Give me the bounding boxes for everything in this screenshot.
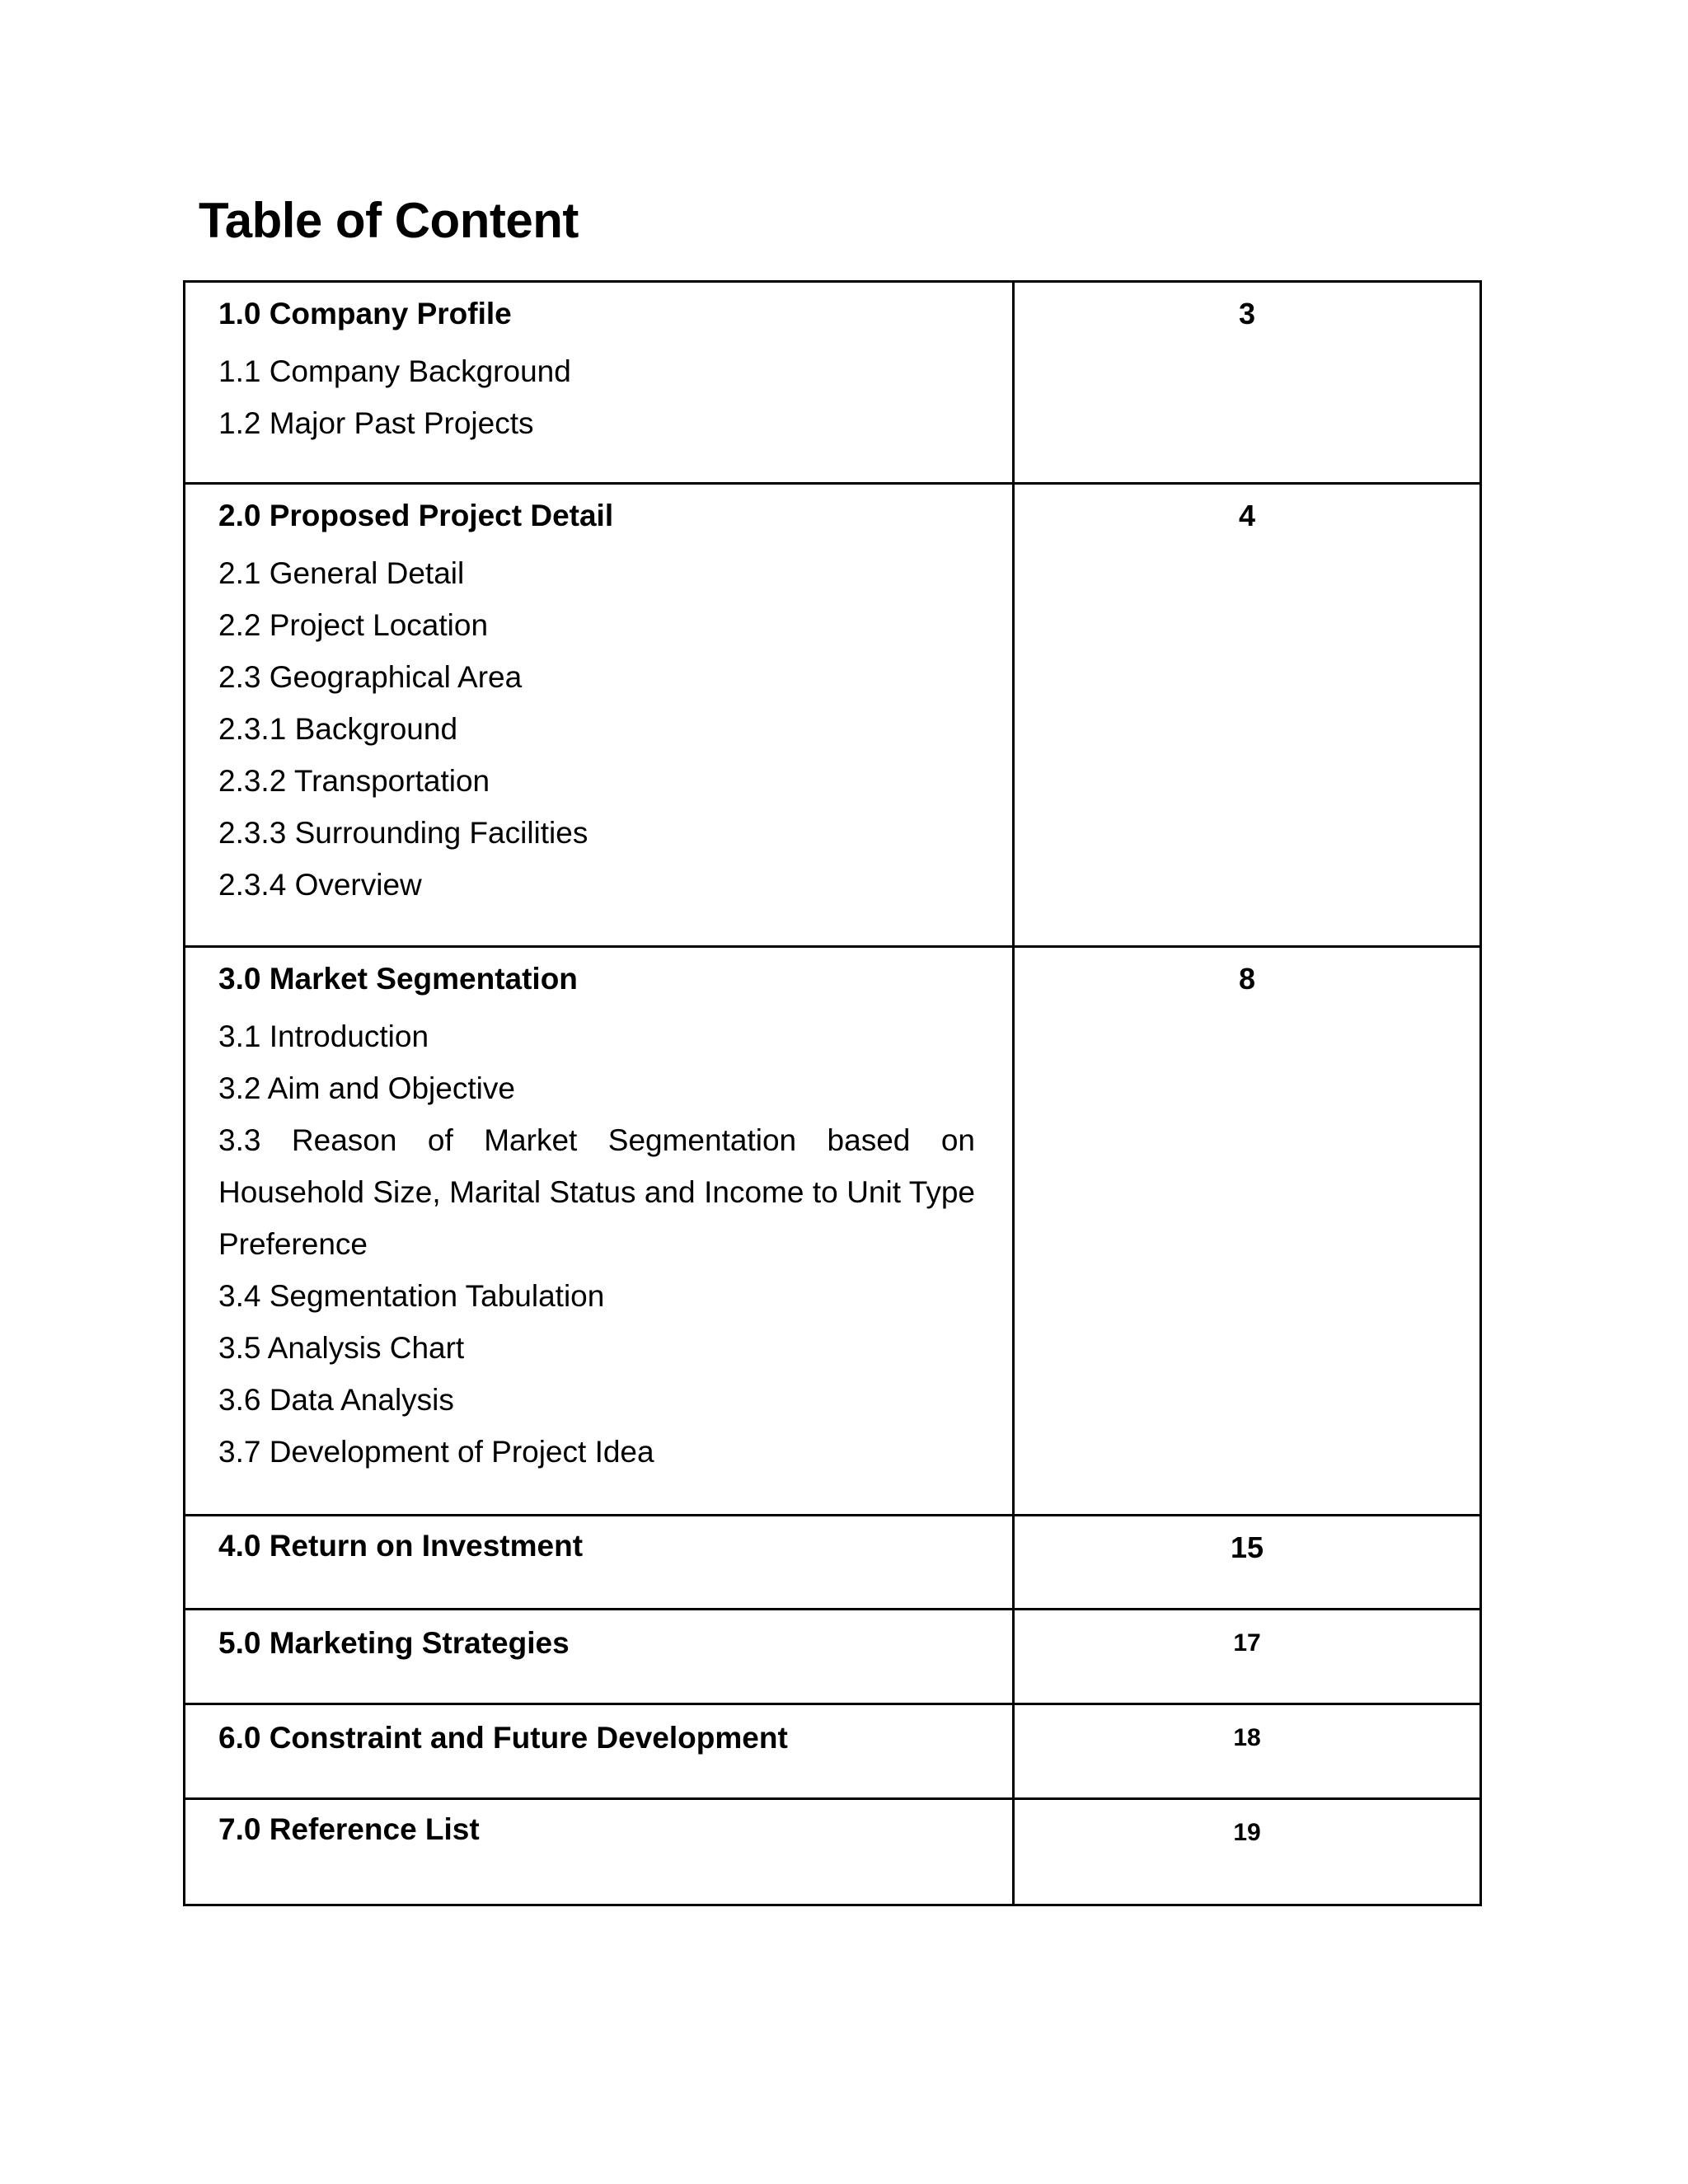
toc-subsection-item[interactable]: 3.3 Reason of Market Segmentation based on Household Size, Marital Status and Income to Unit Type Preference [218,1123,975,1261]
toc-page-number: 15 [1230,1530,1264,1564]
page-title: Table of Content [199,193,579,248]
toc-section-cell [185,484,1014,947]
toc-subsection-item[interactable]: 3.4 Segmentation Tabulation [218,1279,605,1313]
toc-subsection-list [218,547,975,911]
toc-subsection-item[interactable]: 3.7 Development of Project Idea [218,1435,654,1469]
toc-subsection-item[interactable]: 2.1 General Detail [218,556,465,590]
toc-row [185,484,1481,947]
toc-page-number: 19 [1233,1819,1261,1846]
toc-page-cell [1014,1516,1481,1610]
toc-subsection-item[interactable]: 3.1 Introduction [218,1019,429,1053]
toc-section-title[interactable]: 5.0 Marketing Strategies [218,1626,570,1660]
toc-page-number: 18 [1233,1724,1261,1751]
toc-subsection-item[interactable]: 2.3.2 Transportation [218,764,490,798]
toc-section-title[interactable]: 2.0 Proposed Project Detail [218,499,614,532]
toc-subsection-item[interactable]: 2.2 Project Location [218,608,489,642]
toc-page-cell [1014,484,1481,947]
toc-subsection-item[interactable]: 3.2 Aim and Objective [218,1071,515,1105]
toc-page-cell [1014,1610,1481,1704]
toc-section-cell [185,1799,1014,1905]
toc-section-title[interactable]: 7.0 Reference List [218,1812,480,1846]
toc-section-title[interactable]: 1.0 Company Profile [218,297,512,330]
toc-page-number: 17 [1233,1629,1261,1657]
toc-page-cell [1014,1704,1481,1799]
toc-row [185,1704,1481,1799]
toc-subsection-item[interactable]: 2.3.4 Overview [218,868,422,902]
toc-section-cell [185,282,1014,484]
toc-row [185,947,1481,1516]
toc-subsection-item[interactable]: 1.1 Company Background [218,354,571,388]
toc-row [185,1799,1481,1905]
toc-subsection-list [218,345,975,449]
toc-row [185,1516,1481,1610]
toc-page-cell [1014,1799,1481,1905]
toc-table [183,280,1482,1906]
toc-subsection-item[interactable]: 3.6 Data Analysis [218,1383,454,1417]
toc-subsection-item[interactable]: 2.3.1 Background [218,712,458,746]
toc-section-title[interactable]: 4.0 Return on Investment [218,1529,584,1563]
toc-section-cell [185,1516,1014,1610]
toc-subsection-item[interactable]: 1.2 Major Past Projects [218,406,534,440]
toc-section-cell [185,1610,1014,1704]
toc-page-cell [1014,282,1481,484]
toc-subsection-item[interactable]: 3.5 Analysis Chart [218,1331,465,1365]
toc-subsection-list [218,1010,975,1478]
toc-page-number: 3 [1238,297,1256,330]
toc-row [185,1610,1481,1704]
toc-subsection-item[interactable]: 2.3 Geographical Area [218,660,523,694]
toc-subsection-item[interactable]: 2.3.3 Surrounding Facilities [218,816,588,850]
toc-section-cell [185,1704,1014,1799]
toc-row [185,282,1481,484]
toc-page-number: 8 [1238,962,1256,996]
toc-section-title[interactable]: 3.0 Market Segmentation [218,962,578,996]
toc-page-cell [1014,947,1481,1516]
toc-section-cell [185,947,1014,1516]
toc-section-title[interactable]: 6.0 Constraint and Future Development [218,1721,788,1755]
toc-page-number: 4 [1238,499,1256,532]
